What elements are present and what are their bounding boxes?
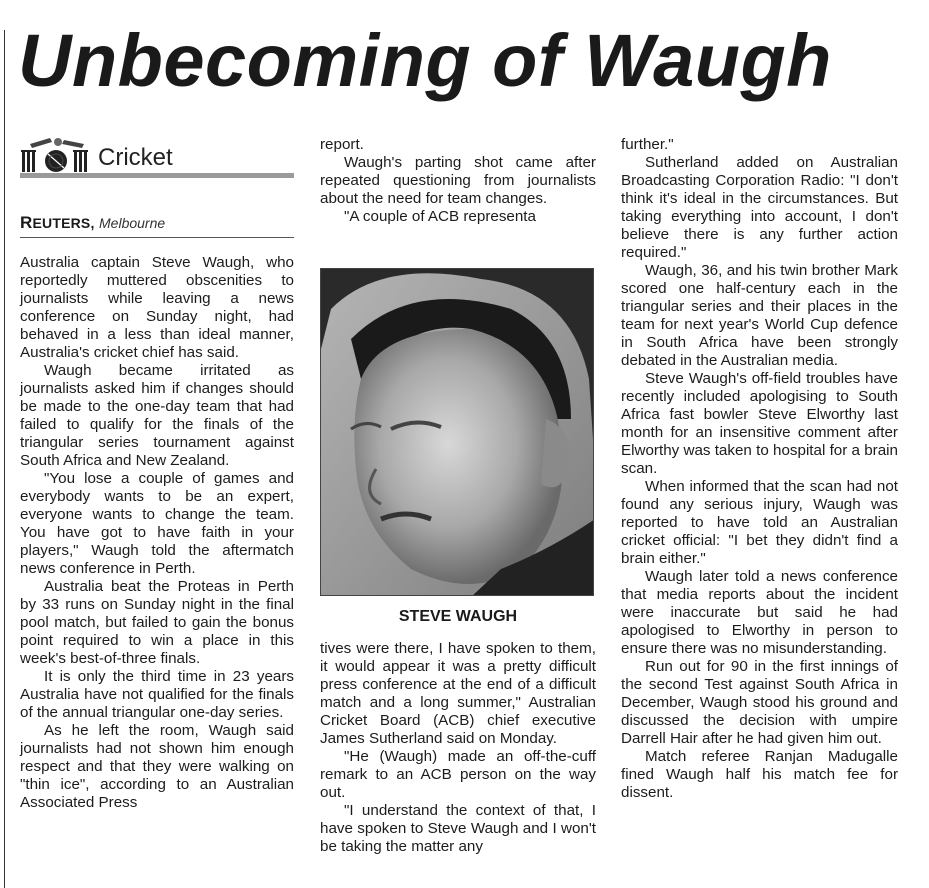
paragraph: tives were there, I have spoken to them, it would appear it was a pretty difficult press conference at the end of a difficult match and a long summer," Australian Cricket Board (ACB) chief executive James Sutherland said on Monday. (320, 640, 596, 747)
byline-rule (20, 237, 294, 238)
paragraph: It is only the third time in 23 years Australia have not qualified for the finals of the annual triangular one-day series. (20, 668, 294, 721)
photo-steve-waugh (320, 268, 594, 596)
paragraph: report. (320, 136, 364, 153)
paragraph: Match referee Ranjan Madugalle fined Waugh half his match fee for dissent. (621, 748, 898, 801)
article-column-3 (621, 136, 898, 802)
byline-agency-initial: R (20, 213, 33, 232)
paragraph: Sutherland added on Australian Broadcasting Corporation Radio: "I don't think it's ideal in the circumstances. But taking everything into account, I don't believe there is any further action required." (621, 154, 898, 261)
paragraph: further." (621, 136, 674, 153)
paragraph: Steve Waugh's off-field troubles have recently included apologising to South Africa fast bowler Steve Elworthy last month for an insensitive comment after Elworthy was taken to hospital for a brain scan. (621, 370, 898, 477)
byline-agency-rest: EUTERS, (32, 215, 95, 231)
paragraph: "A couple of ACB representa (344, 208, 536, 225)
paragraph: Waugh's parting shot came after repeated questioning from journalists about the need for team changes. (320, 154, 596, 207)
article-column-2-top (320, 136, 596, 226)
headline: Unbecoming of Waugh (18, 19, 832, 102)
byline (20, 213, 294, 239)
paragraph: Australia captain Steve Waugh, who reportedly muttered obscenities to journalists while leaving a news conference on Sunday night, had behaved in a less than ideal manner, Australia's cricket chief has said. (20, 254, 294, 361)
photo-caption: STEVE WAUGH (398, 608, 518, 625)
cricket-icon (20, 134, 96, 176)
article-column-1 (20, 254, 294, 812)
paragraph: Waugh became irritated as journalists asked him if changes should be made to the one-day team that had failed to qualify for the finals of the triangular series tournament against South Africa and New Zealand. (20, 362, 294, 469)
paragraph: "You lose a couple of games and everybody wants to be an expert, everyone wants to change the team. You have got to have faith in your players," Waugh told the aftermatch news conference in Perth. (20, 470, 294, 577)
page-edge-rule (4, 30, 5, 888)
paragraph: Waugh later told a news conference that media reports about the incident were inaccurate but said he had apologised to Elworthy in person to ensure there was no misunderstanding. (621, 568, 898, 657)
article-column-2-bottom (320, 640, 596, 856)
paragraph: As he left the room, Waugh said journalists had not shown him enough respect and that they were walking on "thin ice", according to an Australian Associated Press (20, 722, 294, 811)
byline-agency (20, 215, 95, 231)
paragraph: When informed that the scan had not found any serious injury, Waugh was reported to have told an Australian cricket official: "I bet they didn't find a brain either." (621, 478, 898, 567)
section-bar (20, 173, 294, 178)
paragraph: Waugh, 36, and his twin brother Mark scored one half-century each in the triangular series and their places in the team for next year's World Cup defence in South Africa have been strongly debated in the Australian media. (621, 262, 898, 369)
paragraph: "I understand the context of that, I have spoken to Steve Waugh and I won't be taking the matter any (320, 802, 596, 855)
byline-city: Melbourne (99, 215, 166, 231)
section-header (20, 134, 294, 180)
section-label: Cricket (98, 144, 173, 171)
paragraph: Run out for 90 in the first innings of the second Test against South Africa in December, Waugh stood his ground and discussed the decision with umpire Darrell Hair after he had given him out. (621, 658, 898, 747)
paragraph: Australia beat the Proteas in Perth by 33 runs on Sunday night in the final pool match, but failed to gain the bonus point required to win a place in this week's best-of-three finals. (20, 578, 294, 667)
paragraph: "He (Waugh) made an off-the-cuff remark to an ACB person on the way out. (320, 748, 596, 801)
